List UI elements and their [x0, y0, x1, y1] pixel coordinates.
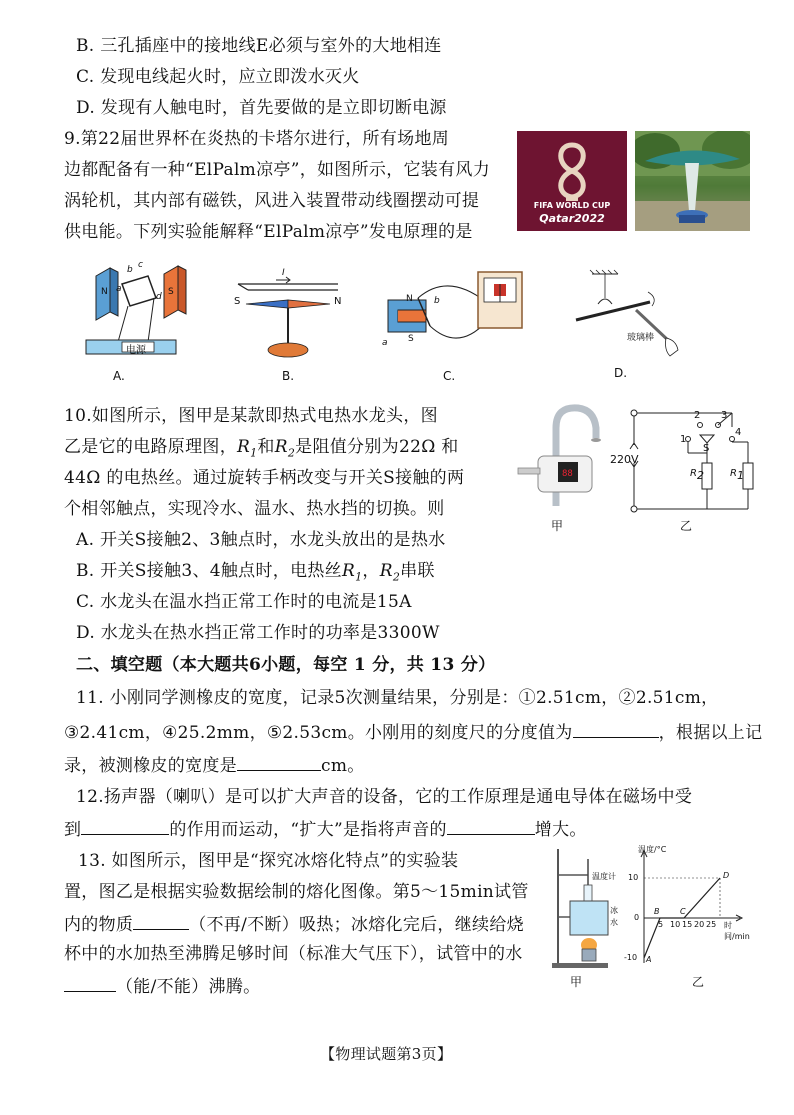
- q11-blank-width[interactable]: [237, 753, 321, 771]
- q13-blank-boil[interactable]: [64, 974, 116, 992]
- q9-b-pole-n: N: [334, 296, 342, 307]
- q13-graph-xlabel: 时间/min: [724, 921, 750, 941]
- q10-line-1: 10.如图所示，图甲是某款即热式电热水龙头，图: [64, 406, 438, 426]
- q13-tick-5: 5: [658, 920, 664, 929]
- q13-line-5: （能/不能）沸腾。: [64, 974, 260, 998]
- q10-line-2a: 乙是它的电路原理图，: [64, 437, 237, 457]
- q10-fig-r2: $R_2$: [690, 468, 704, 482]
- q9-figure-d-label: D.: [614, 366, 628, 380]
- q9-a-wire-b: b: [127, 265, 133, 275]
- q9-c-wire-a: a: [382, 338, 388, 348]
- q13-water-label: 水: [610, 918, 618, 927]
- page-footer: 【物理试题第3页】: [320, 1045, 453, 1063]
- q9-c-pole-s: S: [408, 334, 414, 344]
- q13-tick-15: 15: [682, 920, 693, 929]
- q13-point-d: D: [723, 871, 730, 880]
- q13-point-a: A: [646, 955, 652, 964]
- q9-figure-c: [378, 262, 528, 366]
- q9-figure-d: [570, 268, 690, 363]
- q10-faucet-figure: [512, 398, 604, 510]
- q10-line-2c: 是阻值分别为22Ω 和: [295, 437, 459, 457]
- q9-d-rod-text: 玻璃棒: [627, 333, 655, 343]
- q12-blank-force[interactable]: [81, 817, 169, 835]
- q13-graph-y-bottom: -10: [624, 953, 638, 962]
- q8-option-c: C. 发现电线起火时，应立即泼水灭火: [76, 67, 360, 87]
- q11-blank-division[interactable]: [573, 720, 659, 738]
- q13-figure-yi-label: 乙: [692, 975, 705, 989]
- q13-line-3: 内的物质 （不再/不断）吸热；冰熔化完后，继续给烧: [64, 912, 524, 936]
- q8-option-d: D. 发现有人触电时，首先要做的是立即切断电源: [76, 98, 447, 118]
- q13-line-1: 13. 如图所示，图甲是“探究冰熔化特点”的实验装: [78, 851, 459, 871]
- q10-line-2: [64, 436, 459, 464]
- q9-line-3: 涡轮机，其内部有磁铁，风进入装置带动线圈摆动可提: [64, 191, 480, 211]
- q9-a-pole-s: S: [168, 287, 174, 297]
- q9-figure-a: [78, 262, 193, 364]
- q10-line-2b: 和: [257, 437, 275, 457]
- q9-b-pole-s: S: [234, 296, 241, 307]
- world-cup-logo-line-1: FIFA WORLD CUP: [533, 201, 611, 210]
- q10-option-a: A. 开关S接触2、3触点时，水龙头放出的是热水: [76, 530, 446, 550]
- q13-apparatus-figure: [548, 845, 628, 970]
- q13-thermometer-label: 温度计: [592, 872, 616, 881]
- section-2-heading: 二、填空题（本大题共6小题，每空 1 分，共 13 分）: [76, 655, 496, 675]
- q13-graph-y-top: 10: [628, 873, 639, 882]
- q11-line-1: 11. 小刚同学测橡皮的宽度，记录5次测量结果，分别是：①2.51cm，②2.51cm，: [76, 688, 719, 708]
- q13-point-c: C: [680, 907, 686, 916]
- q10-r1-symbol: $R_1$: [237, 437, 258, 460]
- q10-option-d: D. 水龙头在热水挡正常工作时的功率是3300W: [76, 623, 440, 643]
- q11-line-2: ③2.41cm，④25.2mm，⑤2.53cm。小刚用的刻度尺的分度值为 ，根据以上记: [64, 720, 762, 744]
- elpalm-pavilion-illustration: [635, 131, 750, 231]
- q10-option-b: B. 开关S接触3、4触点时，电热丝$R_1$，$R_2$串联: [76, 561, 435, 584]
- q13-line-4: 杯中的水加热至沸腾足够时间（标准大气压下），试管中的水: [64, 944, 523, 964]
- q13-line-2: 置，图乙是根据实验数据绘制的熔化图像。第5～15min试管: [64, 882, 529, 902]
- q11-line-3: 录，被测橡皮的宽度是 cm。: [64, 753, 365, 777]
- q10-contact-2: 2: [694, 410, 701, 421]
- q10-switch-label: S: [703, 443, 710, 454]
- q9-figure-a-label: A.: [113, 369, 125, 383]
- q9-b-current: I: [282, 268, 285, 278]
- q13-ice-label: 冰: [610, 906, 618, 915]
- q13-point-b: B: [654, 907, 660, 916]
- q13-figure-jia-label: 甲: [570, 975, 583, 989]
- q9-a-wire-c: c: [138, 260, 143, 270]
- q9-figure-c-label: C.: [443, 369, 456, 383]
- q10-contact-3: 3: [721, 410, 728, 421]
- q9-a-wire-d: d: [156, 292, 162, 302]
- q10-figure-jia-label: 甲: [551, 519, 564, 533]
- q9-figure-b-label: B.: [282, 369, 295, 383]
- q13-graph-ylabel: 温度/°C: [638, 845, 667, 854]
- q10-fig-r1: $R_1$: [730, 468, 744, 482]
- q10-r2-symbol: $R_2$: [274, 437, 296, 460]
- q10-line-4: 个相邻触点，实现冷水、温水、热水挡的切换。则: [64, 499, 445, 519]
- q10-figure-yi-label: 乙: [680, 519, 693, 533]
- world-cup-logo-line-2: Qatar2022: [539, 212, 605, 225]
- q10-line-3: 44Ω 的电热丝。通过旋转手柄改变与开关S接触的两: [64, 468, 465, 488]
- q9-line-1: 9.第22届世界杯在炎热的卡塔尔进行，所有场地周: [64, 129, 450, 149]
- q9-a-pole-n: N: [101, 287, 108, 297]
- q13-tick-25: 25: [706, 920, 717, 929]
- q10-voltage-label: 220V: [610, 453, 639, 466]
- q12-blank-property[interactable]: [447, 817, 535, 835]
- q12-line-1: 12.扬声器（喇叭）是可以扩大声音的设备，它的工作原理是通电导体在磁场中受: [76, 787, 693, 807]
- q13-tick-20: 20: [694, 920, 705, 929]
- q9-c-wire-b: b: [434, 296, 440, 306]
- q8-option-b: B. 三孔插座中的接地线E必须与室外的大地相连: [76, 36, 442, 56]
- q13-tick-10: 10: [670, 920, 681, 929]
- world-cup-logo-image: [517, 131, 627, 231]
- q9-a-wire-a: a: [116, 284, 122, 294]
- q10-circuit-diagram: [608, 405, 768, 520]
- q12-line-2: 到 的作用而运动，“扩大”是指将声音的 增大。: [64, 817, 587, 841]
- q13-graph-y-zero: 0: [634, 913, 640, 922]
- q10-contact-1: 1: [680, 434, 687, 445]
- q10-contact-4: 4: [735, 427, 742, 438]
- q13-melting-graph: [624, 845, 754, 970]
- q9-figure-b: [228, 270, 363, 365]
- q9-c-pole-n: N: [406, 294, 413, 304]
- svg-text:88: 88: [562, 469, 573, 479]
- q10-option-c: C. 水龙头在温水挡正常工作时的电流是15A: [76, 592, 412, 612]
- q9-line-4: 供电能。下列实验能解释“ElPalm凉亭”发电原理的是: [64, 222, 473, 242]
- q9-line-2: 边都配备有一种“ElPalm凉亭”，如图所示，它装有风力: [64, 160, 490, 180]
- q13-blank-heat[interactable]: [133, 912, 189, 930]
- elpalm-pavilion-photo: [635, 131, 750, 231]
- q9-a-power-text: 电源: [126, 345, 146, 356]
